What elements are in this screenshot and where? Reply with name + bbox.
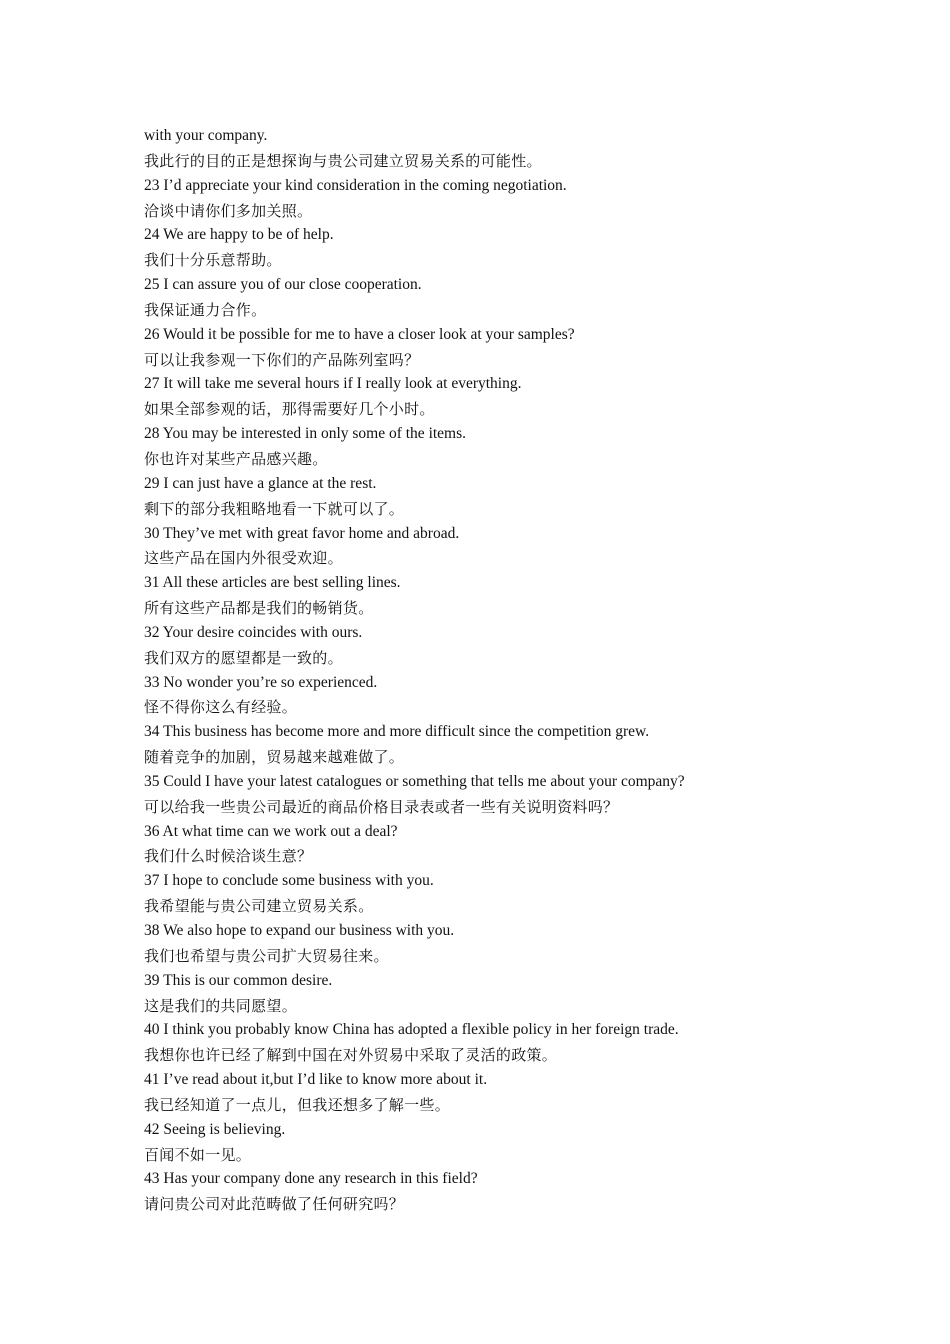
text-line-en: 31 All these articles are best selling lines. <box>144 574 401 592</box>
text-line-en: 43 Has your company done any research in this field? <box>144 1170 478 1188</box>
text-line-zh: 可以让我参观一下你们的产品陈列室吗？ <box>144 350 420 369</box>
text-line-en: 41 I’ve read about it,but I’d like to know more about it. <box>144 1071 488 1089</box>
text-line-zh: 我保证通力合作。 <box>144 300 267 319</box>
text-line-en: 29 I can just have a glance at the rest. <box>144 474 377 492</box>
text-line-en: 33 No wonder you’re so experienced. <box>144 673 378 691</box>
text-line-zh: 我已经知道了一点儿，但我还想多了解一些。 <box>144 1095 451 1114</box>
text-line-zh: 我此行的目的正是想探询与贵公司建立贸易关系的可能性。 <box>144 151 542 170</box>
text-line-en: 28 You may be interested in only some of the items. <box>144 425 467 443</box>
text-line-en: 34 This business has become more and more difficult since the competition grew. <box>144 723 650 741</box>
text-line-zh: 洽谈中请你们多加关照。 <box>144 201 313 220</box>
text-line-en: 35 Could I have your latest catalogues or something that tells me about your company? <box>144 772 685 790</box>
text-line-en: 32 Your desire coincides with ours. <box>144 623 363 641</box>
text-line-zh: 我希望能与贵公司建立贸易关系。 <box>144 897 374 916</box>
text-line-en: 36 At what time can we work out a deal? <box>144 822 398 840</box>
document-body <box>144 124 844 1217</box>
text-line-en: 26 Would it be possible for me to have a closer look at your samples? <box>144 325 575 343</box>
text-line-zh: 所有这些产品都是我们的畅销货。 <box>144 599 374 618</box>
text-line-zh: 我们也希望与贵公司扩大贸易往来。 <box>144 946 389 965</box>
text-line-en: 23 I’d appreciate your kind consideration in the coming negotiation. <box>144 176 567 194</box>
text-line-zh: 我们什么时候洽谈生意？ <box>144 847 313 866</box>
text-line-zh: 怪不得你这么有经验。 <box>144 698 298 717</box>
text-line-en: 25 I can assure you of our close cooperation. <box>144 276 422 294</box>
text-line-zh: 可以给我一些贵公司最近的商品价格目录表或者一些有关说明资料吗？ <box>144 797 619 816</box>
text-line-en: 27 It will take me several hours if I really look at everything. <box>144 375 522 393</box>
text-line-en: 38 We also hope to expand our business with you. <box>144 922 455 939</box>
text-line-en: 37 I hope to conclude some business with you. <box>144 872 434 890</box>
text-line-en: 39 This is our common desire. <box>144 971 333 989</box>
text-line-zh: 这些产品在国内外很受欢迎。 <box>144 549 343 568</box>
text-line-zh: 我想你也许已经了解到中国在对外贸易中采取了灵活的政策。 <box>144 1046 558 1065</box>
text-line-en: 30 They’ve met with great favor home and abroad. <box>144 524 460 542</box>
text-line-zh: 我们双方的愿望都是一致的。 <box>144 648 343 667</box>
text-line-zh: 百闻不如一见。 <box>144 1145 252 1164</box>
text-line-en: with your company. <box>144 127 268 144</box>
text-line-zh: 这是我们的共同愿望。 <box>144 996 298 1015</box>
text-line-en: 24 We are happy to be of help. <box>144 226 334 244</box>
text-line-zh: 剩下的部分我粗略地看一下就可以了。 <box>144 499 405 518</box>
text-line-en: 42 Seeing is believing. <box>144 1120 286 1138</box>
text-line-zh: 如果全部参观的话，那得需要好几个小时。 <box>144 400 435 419</box>
text-line-en: 40 I think you probably know China has adopted a flexible policy in her foreign trade. <box>144 1021 679 1039</box>
text-line-zh: 请问贵公司对此范畴做了任何研究吗？ <box>144 1195 405 1214</box>
text-line-zh: 你也许对某些产品感兴趣。 <box>144 449 328 468</box>
text-line-zh: 随着竞争的加剧，贸易越来越难做了。 <box>144 748 405 767</box>
text-line-zh: 我们十分乐意帮助。 <box>144 251 282 270</box>
